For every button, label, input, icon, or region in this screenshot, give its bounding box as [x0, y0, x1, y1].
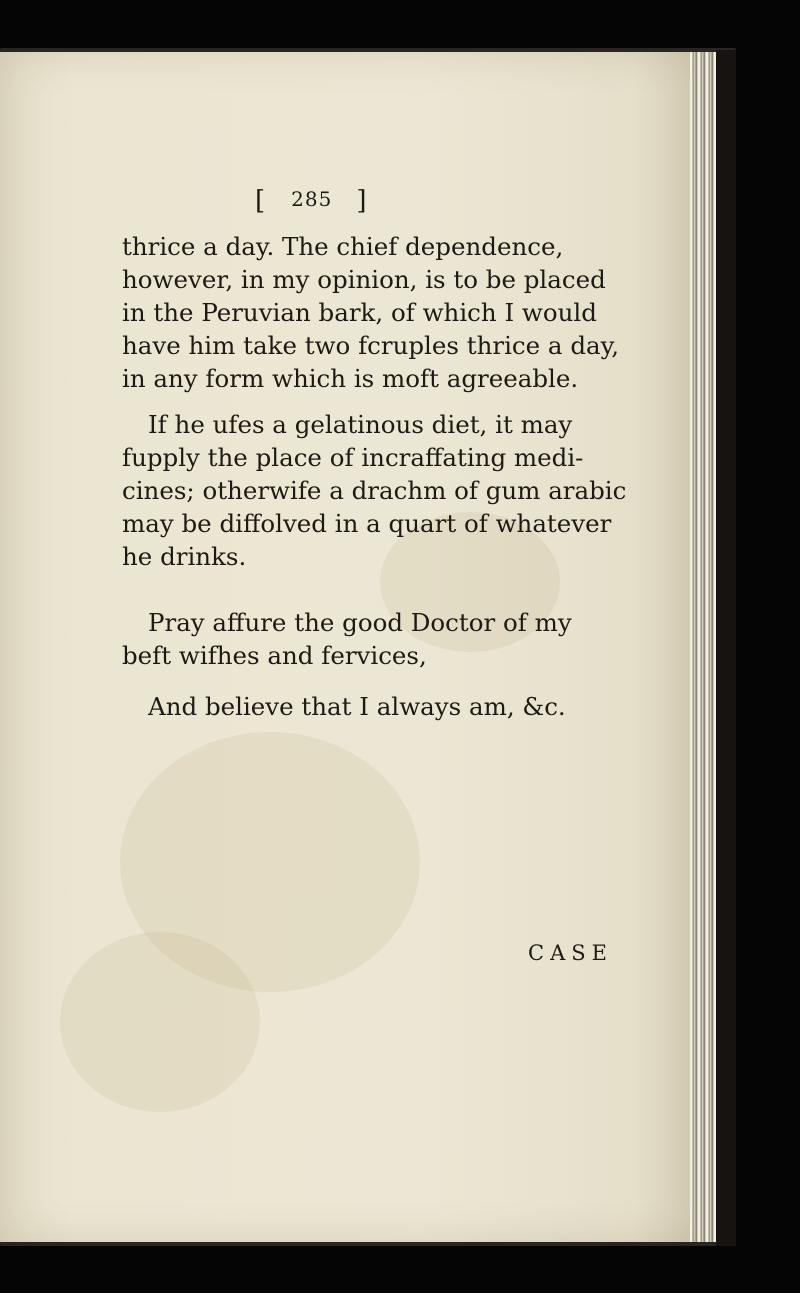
text-line: in any form which is moft agreeable. [122, 364, 579, 393]
page-header [255, 186, 405, 216]
text-line: have him take two fcruples thrice a day, [122, 331, 619, 360]
text-line: And believe that I always am, &c. [148, 692, 566, 721]
header-close-bracket: ] [356, 186, 369, 216]
text-line: thrice a day. The chief dependence, [122, 232, 564, 261]
text-line: however, in my opinion, is to be placed [122, 265, 606, 294]
text-line: cines; otherwife a drachm of gum arabic [122, 476, 627, 505]
text-line: fupply the place of incraffating medi- [122, 443, 584, 472]
page-number: 285 [291, 187, 333, 211]
text-line: Pray affure the good Doctor of my [148, 608, 572, 637]
text-line: in the Peruvian bark, of which I would [122, 298, 597, 327]
paragraph-2 [122, 408, 626, 573]
foxing-stain [60, 932, 260, 1112]
book-spine-edge [716, 50, 736, 1246]
paragraph-4 [148, 690, 566, 723]
paragraph-3 [122, 606, 572, 672]
text-line: beft wifhes and fervices, [122, 641, 427, 670]
text-line: If he ufes a gelatinous diet, it may [148, 410, 573, 439]
text-line: may be diffolved in a quart of whatever [122, 509, 612, 538]
header-open-bracket: [ [255, 186, 268, 216]
paragraph-1 [122, 230, 619, 395]
catchword: CASE [528, 941, 613, 965]
text-line: he drinks. [122, 542, 247, 571]
